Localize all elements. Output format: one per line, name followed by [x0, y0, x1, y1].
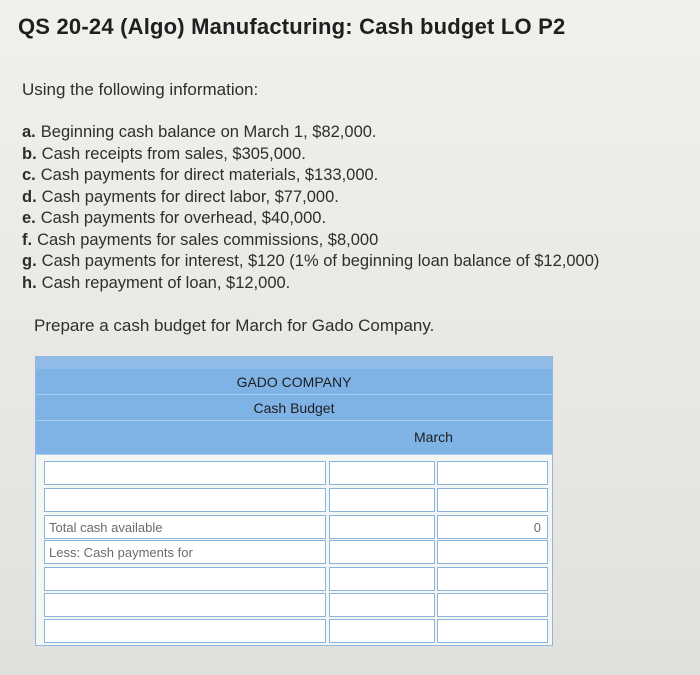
- label-input[interactable]: [44, 593, 326, 617]
- info-item: [22, 122, 599, 144]
- header-strip: [36, 357, 552, 369]
- label-input[interactable]: [44, 567, 326, 591]
- cash-budget-form: [35, 356, 553, 646]
- amount-input[interactable]: [329, 461, 435, 485]
- info-text: Cash repayment of loan, $12,000.: [41, 273, 291, 292]
- total-cash-available-value: 0: [437, 515, 548, 539]
- page-title: QS 20-24 (Algo) Manufacturing: Cash budget LO P2: [18, 14, 566, 39]
- info-text: Cash payments for interest, $120 (1% of beginning loan balance of $12,000): [41, 252, 600, 270]
- info-text: Cash payments for overhead, $40,000.: [40, 209, 327, 227]
- info-letter: c.: [22, 166, 36, 184]
- table-row: [44, 515, 548, 539]
- info-text: Cash payments for direct materials, $133,000.: [40, 166, 379, 184]
- total-input[interactable]: [437, 593, 548, 617]
- label-input[interactable]: [44, 619, 326, 643]
- info-letter: g.: [22, 252, 37, 270]
- total-input[interactable]: [437, 461, 548, 485]
- label-input[interactable]: [44, 488, 326, 512]
- intro-text: Using the following information:: [22, 80, 259, 99]
- table-row: [44, 461, 548, 485]
- info-letter: b.: [22, 144, 37, 163]
- info-item: [22, 230, 599, 252]
- total-input[interactable]: [437, 567, 548, 591]
- amount-input[interactable]: [329, 593, 435, 617]
- budget-subtitle: Cash Budget: [36, 395, 552, 421]
- label-input[interactable]: [44, 461, 326, 485]
- total-input[interactable]: [437, 619, 548, 643]
- info-letter: h.: [22, 273, 37, 292]
- table-row: [44, 593, 548, 617]
- label-cell: Less: Cash payments for: [44, 540, 326, 564]
- info-letter: d.: [22, 187, 37, 206]
- table-row: [44, 619, 548, 643]
- table-row: [44, 567, 548, 591]
- column-header-row: [36, 421, 552, 455]
- instruction-text: Prepare a cash budget for March for Gado Company.: [34, 316, 435, 335]
- info-item: [22, 187, 599, 209]
- amount-input[interactable]: [329, 488, 435, 512]
- amount-input[interactable]: [329, 619, 435, 643]
- total-input[interactable]: [437, 540, 548, 564]
- label-cell: Total cash available: [44, 515, 326, 539]
- info-letter: e.: [22, 209, 36, 227]
- amount-input[interactable]: [329, 567, 435, 591]
- table-row: [44, 540, 548, 564]
- info-item: [22, 251, 599, 273]
- info-item: [22, 165, 599, 187]
- info-letter: a.: [22, 123, 36, 141]
- company-name: GADO COMPANY: [36, 369, 552, 395]
- total-input[interactable]: [437, 488, 548, 512]
- info-item: [22, 273, 599, 295]
- column-header-march: March: [414, 429, 453, 445]
- amount-input[interactable]: [329, 515, 435, 539]
- info-text: Beginning cash balance on March 1, $82,000.: [40, 123, 377, 141]
- info-text: Cash payments for sales commissions, $8,000: [37, 230, 379, 249]
- info-letter: f.: [22, 230, 33, 249]
- info-item: [22, 208, 599, 230]
- info-list: [22, 122, 599, 294]
- info-text: Cash payments for direct labor, $77,000.: [41, 187, 339, 206]
- table-row: [44, 488, 548, 512]
- info-item: [22, 144, 599, 166]
- info-text: Cash receipts from sales, $305,000.: [41, 144, 306, 163]
- amount-input[interactable]: [329, 540, 435, 564]
